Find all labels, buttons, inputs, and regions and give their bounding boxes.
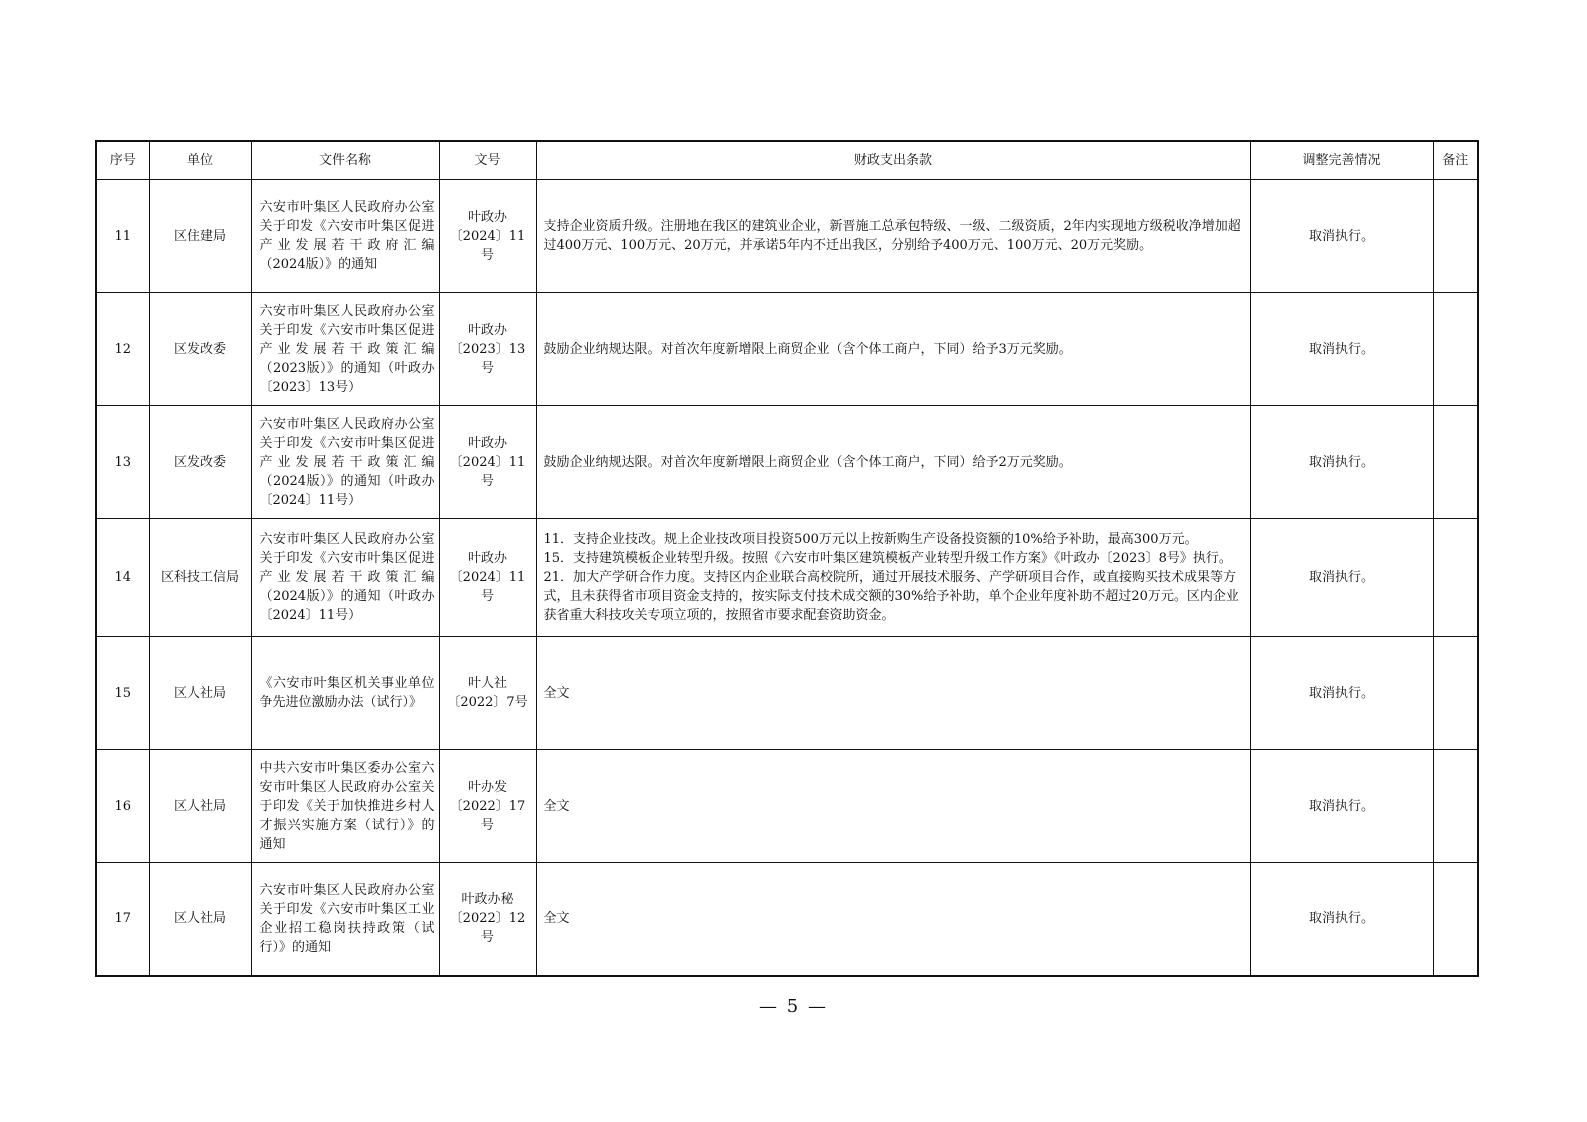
table-row (96, 750, 1478, 863)
row-unit: 区科技工信局 (149, 519, 251, 637)
row-remark (1433, 863, 1478, 976)
row-file-name: 《六安市叶集区机关事业单位争先进位激励办法（试行）》 (251, 637, 439, 750)
header-unit: 单位 (149, 141, 251, 180)
policy-table (95, 140, 1479, 977)
table-header-row (96, 141, 1478, 180)
row-file-name: 六安市叶集区人民政府办公室关于印发《六安市叶集区促进产业发展若干政策汇编（2023版）》的通知（叶政办〔2023〕13号） (251, 293, 439, 406)
row-remark (1433, 519, 1478, 637)
header-doc-number: 文号 (439, 141, 536, 180)
row-index: 15 (96, 637, 149, 750)
row-doc-number: 叶办发〔2022〕17号 (439, 750, 536, 863)
clause-line: 鼓励企业纳规达限。对首次年度新增限上商贸企业（含个体工商户，下同）给予3万元奖励。 (543, 341, 1072, 357)
row-file-name: 六安市叶集区人民政府办公室关于印发《六安市叶集区促进产业发展若干政策汇编（2024版）》的通知（叶政办〔2024〕11号） (251, 519, 439, 637)
row-unit: 区人社局 (149, 863, 251, 976)
clause-line: 支持企业资质升级。注册地在我区的建筑业企业，新晋施工总承包特级、一级、二级资质，2年内实现地方级税收净增加超过400万元、100万元、20万元，并承诺5年内不迁出我区，分别给予400万元、100万元、20万元奖励。 (543, 219, 1241, 253)
row-index: 16 (96, 750, 149, 863)
row-remark (1433, 293, 1478, 406)
header-clause: 财政支出条款 (536, 141, 1250, 180)
row-index: 13 (96, 406, 149, 519)
row-status: 取消执行。 (1250, 293, 1433, 406)
row-unit: 区发改委 (149, 406, 251, 519)
row-status: 取消执行。 (1250, 406, 1433, 519)
row-remark (1433, 637, 1478, 750)
table-row (96, 406, 1478, 519)
row-file-name: 六安市叶集区人民政府办公室关于印发《六安市叶集区促进产业发展若干政策汇编（2024版）》的通知（叶政办〔2024〕11号） (251, 406, 439, 519)
row-unit: 区发改委 (149, 293, 251, 406)
table-row (96, 180, 1478, 293)
clause-line: 鼓励企业纳规达限。对首次年度新增限上商贸企业（含个体工商户，下同）给予2万元奖励。 (543, 454, 1072, 470)
row-remark (1433, 406, 1478, 519)
row-index: 11 (96, 180, 149, 293)
row-index: 17 (96, 863, 149, 976)
row-index: 12 (96, 293, 149, 406)
row-file-name: 六安市叶集区人民政府办公室关于印发《六安市叶集区促进产业发展若干政府汇编（2024版）》的通知 (251, 180, 439, 293)
clause-line: 15．支持建筑模板企业转型升级。按照《六安市叶集区建筑模板产业转型升级工作方案》《叶政办〔2023〕8号》执行。 (543, 551, 1232, 566)
row-clause (536, 293, 1250, 406)
clause-line: 全文 (543, 798, 570, 814)
row-status: 取消执行。 (1250, 180, 1433, 293)
header-status: 调整完善情况 (1250, 141, 1433, 180)
row-doc-number: 叶政办〔2023〕13号 (439, 293, 536, 406)
row-doc-number: 叶政办〔2024〕11号 (439, 406, 536, 519)
header-index: 序号 (96, 141, 149, 180)
row-status: 取消执行。 (1250, 519, 1433, 637)
row-unit: 区人社局 (149, 750, 251, 863)
table-row (96, 293, 1478, 406)
row-doc-number: 叶人社〔2022〕7号 (439, 637, 536, 750)
row-file-name: 六安市叶集区人民政府办公室关于印发《六安市叶集区工业企业招工稳岗扶持政策（试行）》的通知 (251, 863, 439, 976)
row-clause (536, 406, 1250, 519)
clause-line: 11．支持企业技改。规上企业技改项目投资500万元以上按新购生产设备投资额的10%给予补助，最高300万元。 (543, 532, 1198, 547)
row-index: 14 (96, 519, 149, 637)
row-doc-number: 叶政办〔2024〕11号 (439, 519, 536, 637)
row-clause (536, 180, 1250, 293)
row-doc-number: 叶政办〔2024〕11号 (439, 180, 536, 293)
row-remark (1433, 750, 1478, 863)
table-body (96, 180, 1478, 976)
row-clause (536, 637, 1250, 750)
header-file-name: 文件名称 (251, 141, 439, 180)
row-doc-number: 叶政办秘〔2022〕12号 (439, 863, 536, 976)
row-unit: 区人社局 (149, 637, 251, 750)
clause-line: 全文 (543, 685, 570, 701)
row-remark (1433, 180, 1478, 293)
row-status: 取消执行。 (1250, 863, 1433, 976)
row-unit: 区住建局 (149, 180, 251, 293)
row-clause (536, 519, 1250, 637)
row-file-name: 中共六安市叶集区委办公室六安市叶集区人民政府办公室关于印发《关于加快推进乡村人才振兴实施方案（试行）》的通知 (251, 750, 439, 863)
row-clause (536, 750, 1250, 863)
row-clause (536, 863, 1250, 976)
table-row (96, 637, 1478, 750)
header-remark: 备注 (1433, 141, 1478, 180)
clause-line: 21．加大产学研合作力度。支持区内企业联合高校院所，通过开展技术服务、产学研项目合作，或直接购买技术成果等方式，且未获得省市项目资金支持的，按实际支付技术成交额的30%给予补助，单个企业年度补助不超过20万元。区内企业获省重大科技攻关专项立项的，按照省市要求配套资助资金。 (543, 570, 1239, 623)
row-status: 取消执行。 (1250, 637, 1433, 750)
table-row (96, 863, 1478, 976)
page-number: — 5 — (759, 996, 828, 1017)
row-status: 取消执行。 (1250, 750, 1433, 863)
clause-line: 全文 (543, 911, 570, 927)
table-row (96, 519, 1478, 637)
